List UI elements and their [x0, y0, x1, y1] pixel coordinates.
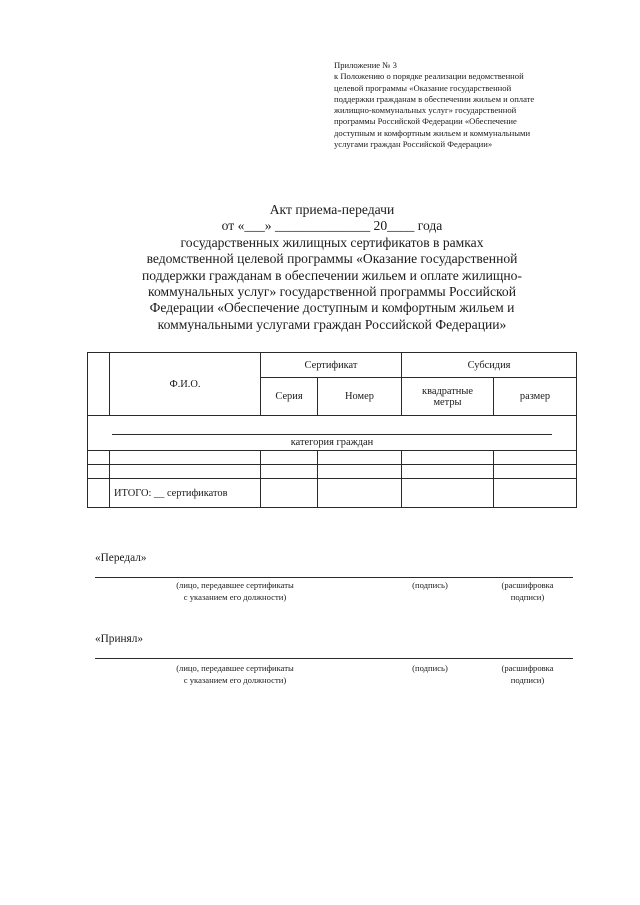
number-header: Номер: [318, 378, 402, 416]
title-line: государственных жилищных сертификатов в рамках: [180, 234, 484, 250]
caption-line: (лицо, передавшее сертификаты: [176, 663, 294, 673]
index-header-cell: [88, 353, 110, 416]
appendix-line: поддержки гражданам в обеспечении жильем и оплате: [334, 93, 535, 104]
category-cell: [88, 416, 577, 451]
total-label: ИТОГО: __ сертификатов: [110, 479, 261, 508]
table-cell: [402, 451, 494, 465]
subsidy-header: Субсидия: [402, 353, 577, 378]
appendix-line: доступным и комфортным жильем и коммунальными: [334, 127, 531, 138]
transferred-signature-line: [95, 577, 573, 578]
total-row: [88, 479, 577, 508]
title-line: Акт приема-передачи: [269, 202, 395, 217]
received-person-caption: [135, 662, 335, 686]
appendix-line: Приложение № 3: [334, 60, 397, 70]
table-cell: [318, 451, 402, 465]
table-row: [88, 451, 577, 465]
caption-line: подписи): [510, 675, 545, 685]
caption-line: с указанием его должности): [183, 592, 287, 602]
appendix-line: к Положению о порядке реализации ведомственной: [334, 71, 524, 82]
appendix-line: программы Российской Федерации «Обеспечение: [334, 116, 517, 127]
certificates-table-wrap: [87, 352, 576, 517]
category-row: [88, 416, 577, 451]
table-cell: [402, 465, 494, 479]
size-header: размер: [494, 378, 577, 416]
fio-header: Ф.И.О.: [110, 353, 261, 416]
title-line: от «___» ______________ 20____ года: [221, 218, 443, 234]
sqm-header-line1: квадратные: [422, 385, 473, 397]
title-line: коммунальными услугами граждан Российской Федерации»: [157, 316, 507, 332]
title-line: поддержки гражданам в обеспечении жильем и оплате жилищно-: [142, 267, 522, 283]
category-label: категория граждан: [290, 437, 374, 448]
sqm-header-line2: метры: [433, 396, 462, 408]
title-line: Федерации «Обеспечение доступным и комфортным жильем и: [149, 300, 515, 316]
caption-line: с указанием его должности): [183, 675, 287, 685]
series-header: Серия: [261, 378, 318, 416]
transferred-decode-caption: [480, 579, 575, 603]
appendix-line: целевой программы «Оказание государственной: [334, 82, 512, 93]
table-cell: [261, 451, 318, 465]
table-cell: [318, 465, 402, 479]
table-cell: [110, 451, 261, 465]
table-row: [88, 465, 577, 479]
caption-line: (расшифровка: [501, 580, 554, 590]
caption-line: (расшифровка: [501, 663, 554, 673]
document-title: [96, 202, 568, 333]
table-cell: [318, 479, 402, 508]
received-label: «Принял»: [95, 633, 144, 645]
table-cell: [402, 479, 494, 508]
sqm-header: [402, 378, 494, 416]
caption-line: подписи): [510, 592, 545, 602]
appendix-note: [334, 60, 594, 150]
table-cell: [494, 479, 577, 508]
caption-line: (лицо, передавшее сертификаты: [176, 580, 294, 590]
table-cell: [88, 451, 110, 465]
table-cell: [494, 465, 577, 479]
title-line: ведомственной целевой программы «Оказание государственной: [146, 251, 518, 267]
transferred-section: [95, 552, 575, 612]
transferred-label: «Передал»: [95, 552, 147, 564]
received-signature-caption: (подпись): [412, 663, 448, 673]
received-section: [95, 633, 575, 693]
appendix-line: услугами граждан Российской Федерации»: [334, 139, 493, 150]
received-signature-line: [95, 658, 573, 659]
table-cell: [88, 479, 110, 508]
certificates-table: [87, 352, 577, 508]
appendix-line: жилищно-коммунальных услуг» государственной: [334, 105, 517, 116]
table-cell: [261, 465, 318, 479]
table-cell: [88, 465, 110, 479]
transferred-signature-caption: (подпись): [412, 580, 448, 590]
received-decode-caption: [480, 662, 575, 686]
transferred-person-caption: [135, 579, 335, 603]
table-cell: [110, 465, 261, 479]
table-cell: [494, 451, 577, 465]
table-cell: [261, 479, 318, 508]
category-fill-line: [112, 434, 552, 435]
certificate-header: Сертификат: [261, 353, 402, 378]
title-line: коммунальных услуг» государственной программы Российской: [148, 284, 516, 300]
header-row-1: [88, 353, 577, 378]
